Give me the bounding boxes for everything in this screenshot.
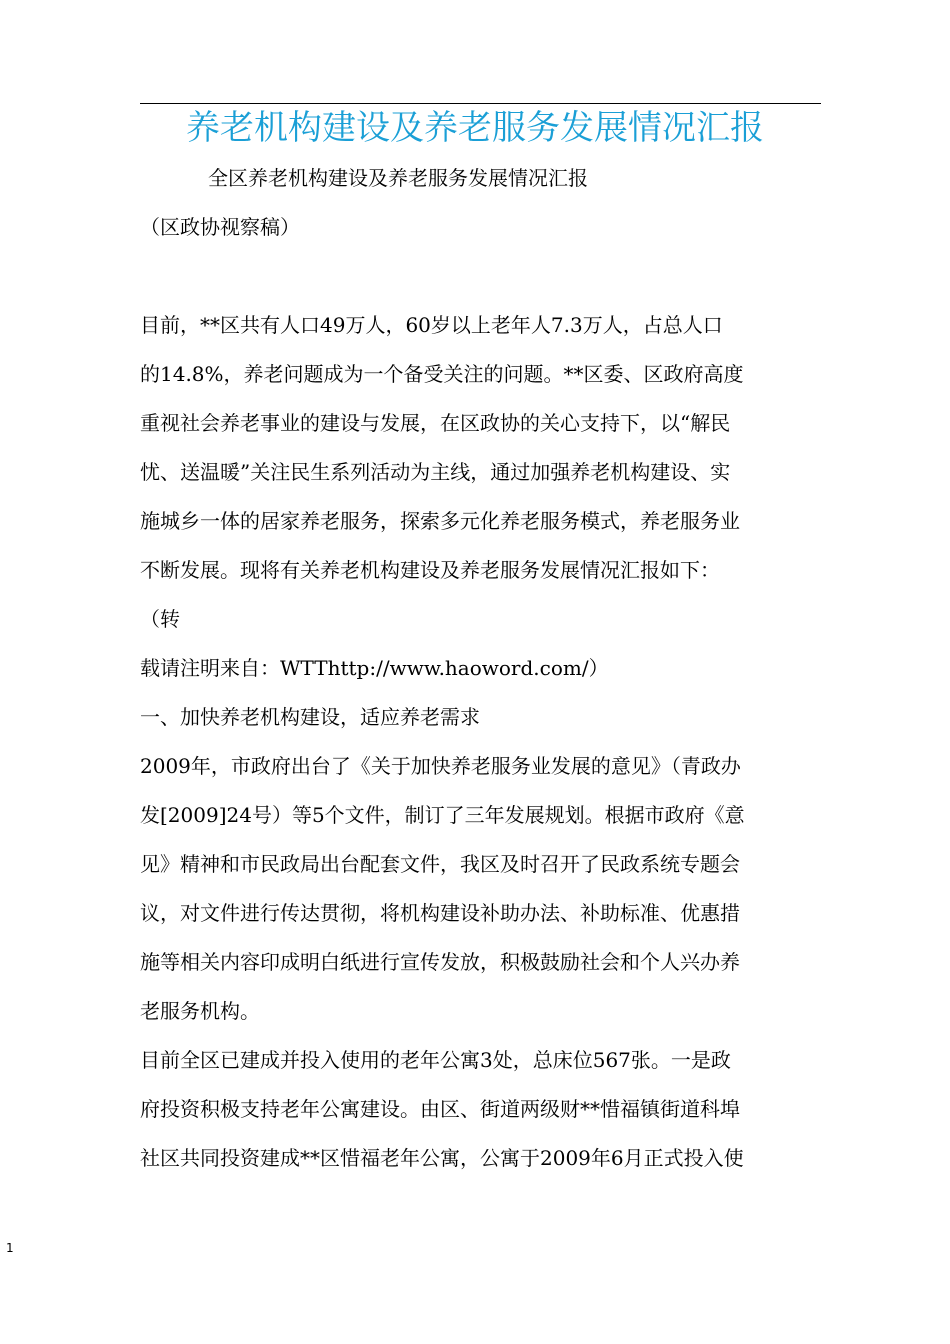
body-line: 议，对文件进行传达贯彻，将机构建设补助办法、补助标准、优惠措 xyxy=(140,901,740,925)
body-line: 目前，**区共有人口49万人，60岁以上老年人7.3万人，占总人口 xyxy=(140,313,723,337)
document-title: 养老机构建设及养老服务发展情况汇报 xyxy=(186,108,764,148)
body-line: 载请注明来自：WTThttp://www.haoword.com/） xyxy=(140,656,609,680)
body-line: 见》精神和市民政局出台配套文件，我区及时召开了民政系统专题会 xyxy=(140,852,740,876)
body-line: 施城乡一体的居家养老服务，探索多元化养老服务模式，养老服务业 xyxy=(140,509,740,533)
body-line: 重视社会养老事业的建设与发展，在区政协的关心支持下，以“解民 xyxy=(140,411,731,435)
body-line: 不断发展。现将有关养老机构建设及养老服务发展情况汇报如下： xyxy=(140,558,720,582)
section-heading: 一、加快养老机构建设，适应养老需求 xyxy=(140,705,480,729)
document-subtitle: 全区养老机构建设及养老服务发展情况汇报 xyxy=(208,166,588,190)
page-number: 1 xyxy=(6,1241,14,1255)
body-line: 发[2009]24号）等5个文件，制订了三年发展规划。根据市政府《意 xyxy=(140,803,745,827)
manuscript-note: （区政协视察稿） xyxy=(140,215,300,239)
header-rule xyxy=(140,103,821,104)
body-line: 老服务机构。 xyxy=(140,999,260,1023)
body-line: 目前全区已建成并投入使用的老年公寓3处，总床位567张。一是政 xyxy=(140,1048,731,1072)
body-line: 2009年，市政府出台了《关于加快养老服务业发展的意见》（青政办 xyxy=(140,754,741,778)
body-line: 社区共同投资建成**区惜福老年公寓，公寓于2009年6月正式投入使 xyxy=(140,1146,744,1170)
body-line: 施等相关内容印成明白纸进行宣传发放，积极鼓励社会和个人兴办养 xyxy=(140,950,740,974)
body-line: 的14.8%，养老问题成为一个备受关注的问题。**区委、区政府高度 xyxy=(140,362,744,386)
body-line: （转 xyxy=(140,607,180,631)
body-text xyxy=(140,307,840,1189)
body-line: 忧、送温暖”关注民生系列活动为主线，通过加强养老机构建设、实 xyxy=(140,460,731,484)
body-line: 府投资积极支持老年公寓建设。由区、街道两级财**惜福镇街道科埠 xyxy=(140,1097,740,1121)
